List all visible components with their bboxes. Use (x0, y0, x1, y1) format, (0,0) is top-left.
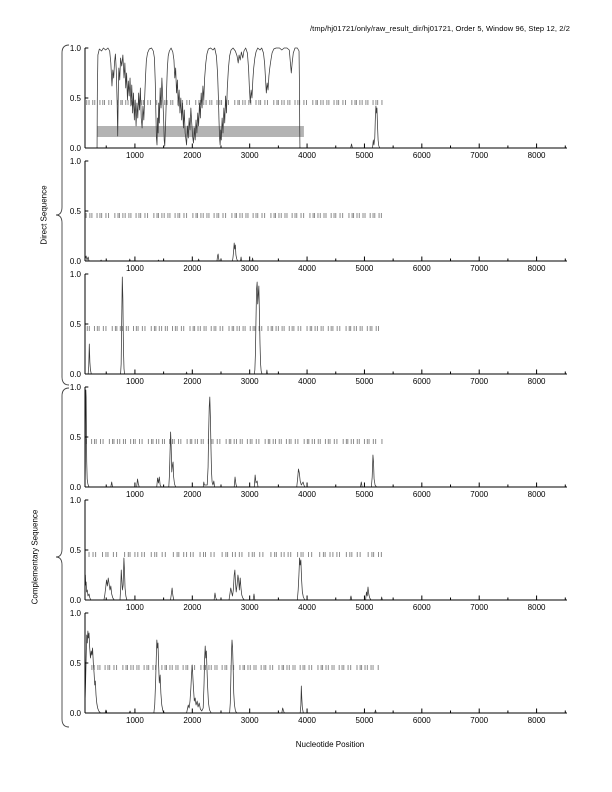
panel-plot-direct-frame-3 (85, 274, 567, 374)
x-tick-label: 3000 (240, 151, 259, 160)
x-tick-label: 3000 (240, 603, 259, 612)
probability-trace (85, 631, 566, 713)
probability-trace (85, 243, 566, 261)
complementary-sequence-label: Complementary Sequence (30, 509, 40, 605)
panel-axes (85, 500, 567, 600)
orf-marks (86, 439, 382, 444)
panel-axes (85, 274, 567, 374)
probability-trace (85, 558, 566, 600)
y-tick-label: 0.5 (69, 546, 81, 555)
x-axis-title: Nucleotide Position (295, 740, 365, 749)
x-tick-label: 4000 (298, 264, 316, 273)
x-tick-label: 6000 (412, 716, 431, 725)
x-tick-label: 6000 (412, 490, 431, 499)
orf-marks (89, 552, 381, 557)
y-tick-label: 1.0 (69, 496, 81, 505)
probability-trace (85, 390, 566, 487)
y-tick-label: 0.0 (69, 144, 81, 153)
probability-trace (85, 277, 566, 374)
x-tick-label: 3000 (240, 264, 259, 273)
x-tick-label: 5000 (355, 151, 374, 160)
orf-marks (86, 213, 381, 218)
panel-plot-complementary-frame-3 (85, 613, 567, 713)
x-tick-label: 1000 (126, 603, 144, 612)
x-tick-label: 7000 (470, 603, 489, 612)
plot-title: /tmp/hj01721/only/raw_result_dir/hj01721, Order 5, Window 96, Step 12, 2/2 (309, 24, 570, 33)
x-tick-label: 2000 (183, 151, 202, 160)
x-tick-label: 6000 (412, 377, 431, 386)
highlight-band (97, 126, 304, 137)
x-tick-label: 1000 (126, 716, 144, 725)
y-tick-label: 1.0 (69, 609, 81, 618)
x-tick-label: 1000 (126, 490, 144, 499)
x-tick-label: 3000 (240, 490, 259, 499)
y-tick-label: 1.0 (69, 383, 81, 392)
x-tick-label: 5000 (355, 716, 374, 725)
y-tick-label: 0.5 (69, 94, 81, 103)
panel-axes (85, 161, 567, 261)
x-tick-label: 1000 (126, 264, 144, 273)
panel-plot-complementary-frame-1 (85, 387, 567, 487)
x-tick-label: 8000 (527, 490, 546, 499)
y-tick-label: 1.0 (69, 44, 81, 53)
panel-plot-complementary-frame-2 (85, 500, 567, 600)
x-tick-label: 8000 (527, 151, 546, 160)
y-tick-label: 1.0 (69, 157, 81, 166)
x-tick-label: 5000 (355, 490, 374, 499)
y-tick-label: 0.0 (69, 483, 81, 492)
x-tick-label: 4000 (298, 377, 316, 386)
x-tick-label: 5000 (355, 264, 374, 273)
panel-plot-direct-frame-1 (85, 48, 567, 148)
panel-plot-direct-frame-2 (85, 161, 567, 261)
x-tick-label: 3000 (240, 716, 259, 725)
x-tick-label: 2000 (183, 264, 202, 273)
orf-marks (87, 326, 378, 331)
y-tick-label: 0.5 (69, 207, 81, 216)
x-tick-label: 8000 (527, 264, 546, 273)
x-tick-label: 1000 (126, 377, 144, 386)
x-tick-label: 4000 (298, 716, 316, 725)
x-tick-label: 2000 (183, 603, 202, 612)
direct-sequence-label: Direct Sequence (39, 185, 49, 245)
panel-axes (85, 387, 567, 487)
y-tick-label: 0.0 (69, 257, 81, 266)
x-tick-label: 7000 (470, 151, 489, 160)
x-tick-label: 8000 (527, 377, 546, 386)
x-tick-label: 6000 (412, 151, 431, 160)
x-tick-label: 1000 (126, 151, 144, 160)
x-tick-label: 8000 (527, 603, 546, 612)
y-tick-label: 0.5 (69, 320, 81, 329)
y-tick-label: 0.0 (69, 709, 81, 718)
x-tick-label: 5000 (355, 377, 374, 386)
x-tick-label: 7000 (470, 716, 489, 725)
y-tick-label: 0.5 (69, 659, 81, 668)
y-tick-label: 0.5 (69, 433, 81, 442)
x-tick-label: 7000 (470, 264, 489, 273)
x-tick-label: 3000 (240, 377, 259, 386)
x-tick-label: 6000 (412, 603, 431, 612)
x-tick-label: 2000 (183, 490, 202, 499)
y-tick-label: 0.0 (69, 596, 81, 605)
probability-trace (85, 48, 566, 148)
x-tick-label: 4000 (298, 490, 316, 499)
x-tick-label: 2000 (183, 377, 202, 386)
x-tick-label: 8000 (527, 716, 546, 725)
x-tick-label: 4000 (298, 151, 316, 160)
x-tick-label: 2000 (183, 716, 202, 725)
x-tick-label: 4000 (298, 603, 316, 612)
orf-marks (92, 665, 378, 670)
y-tick-label: 0.0 (69, 370, 81, 379)
y-tick-label: 1.0 (69, 270, 81, 279)
x-tick-label: 7000 (470, 377, 489, 386)
x-tick-label: 5000 (355, 603, 374, 612)
x-tick-label: 6000 (412, 264, 431, 273)
x-tick-label: 7000 (470, 490, 489, 499)
panel-axes (85, 613, 567, 713)
